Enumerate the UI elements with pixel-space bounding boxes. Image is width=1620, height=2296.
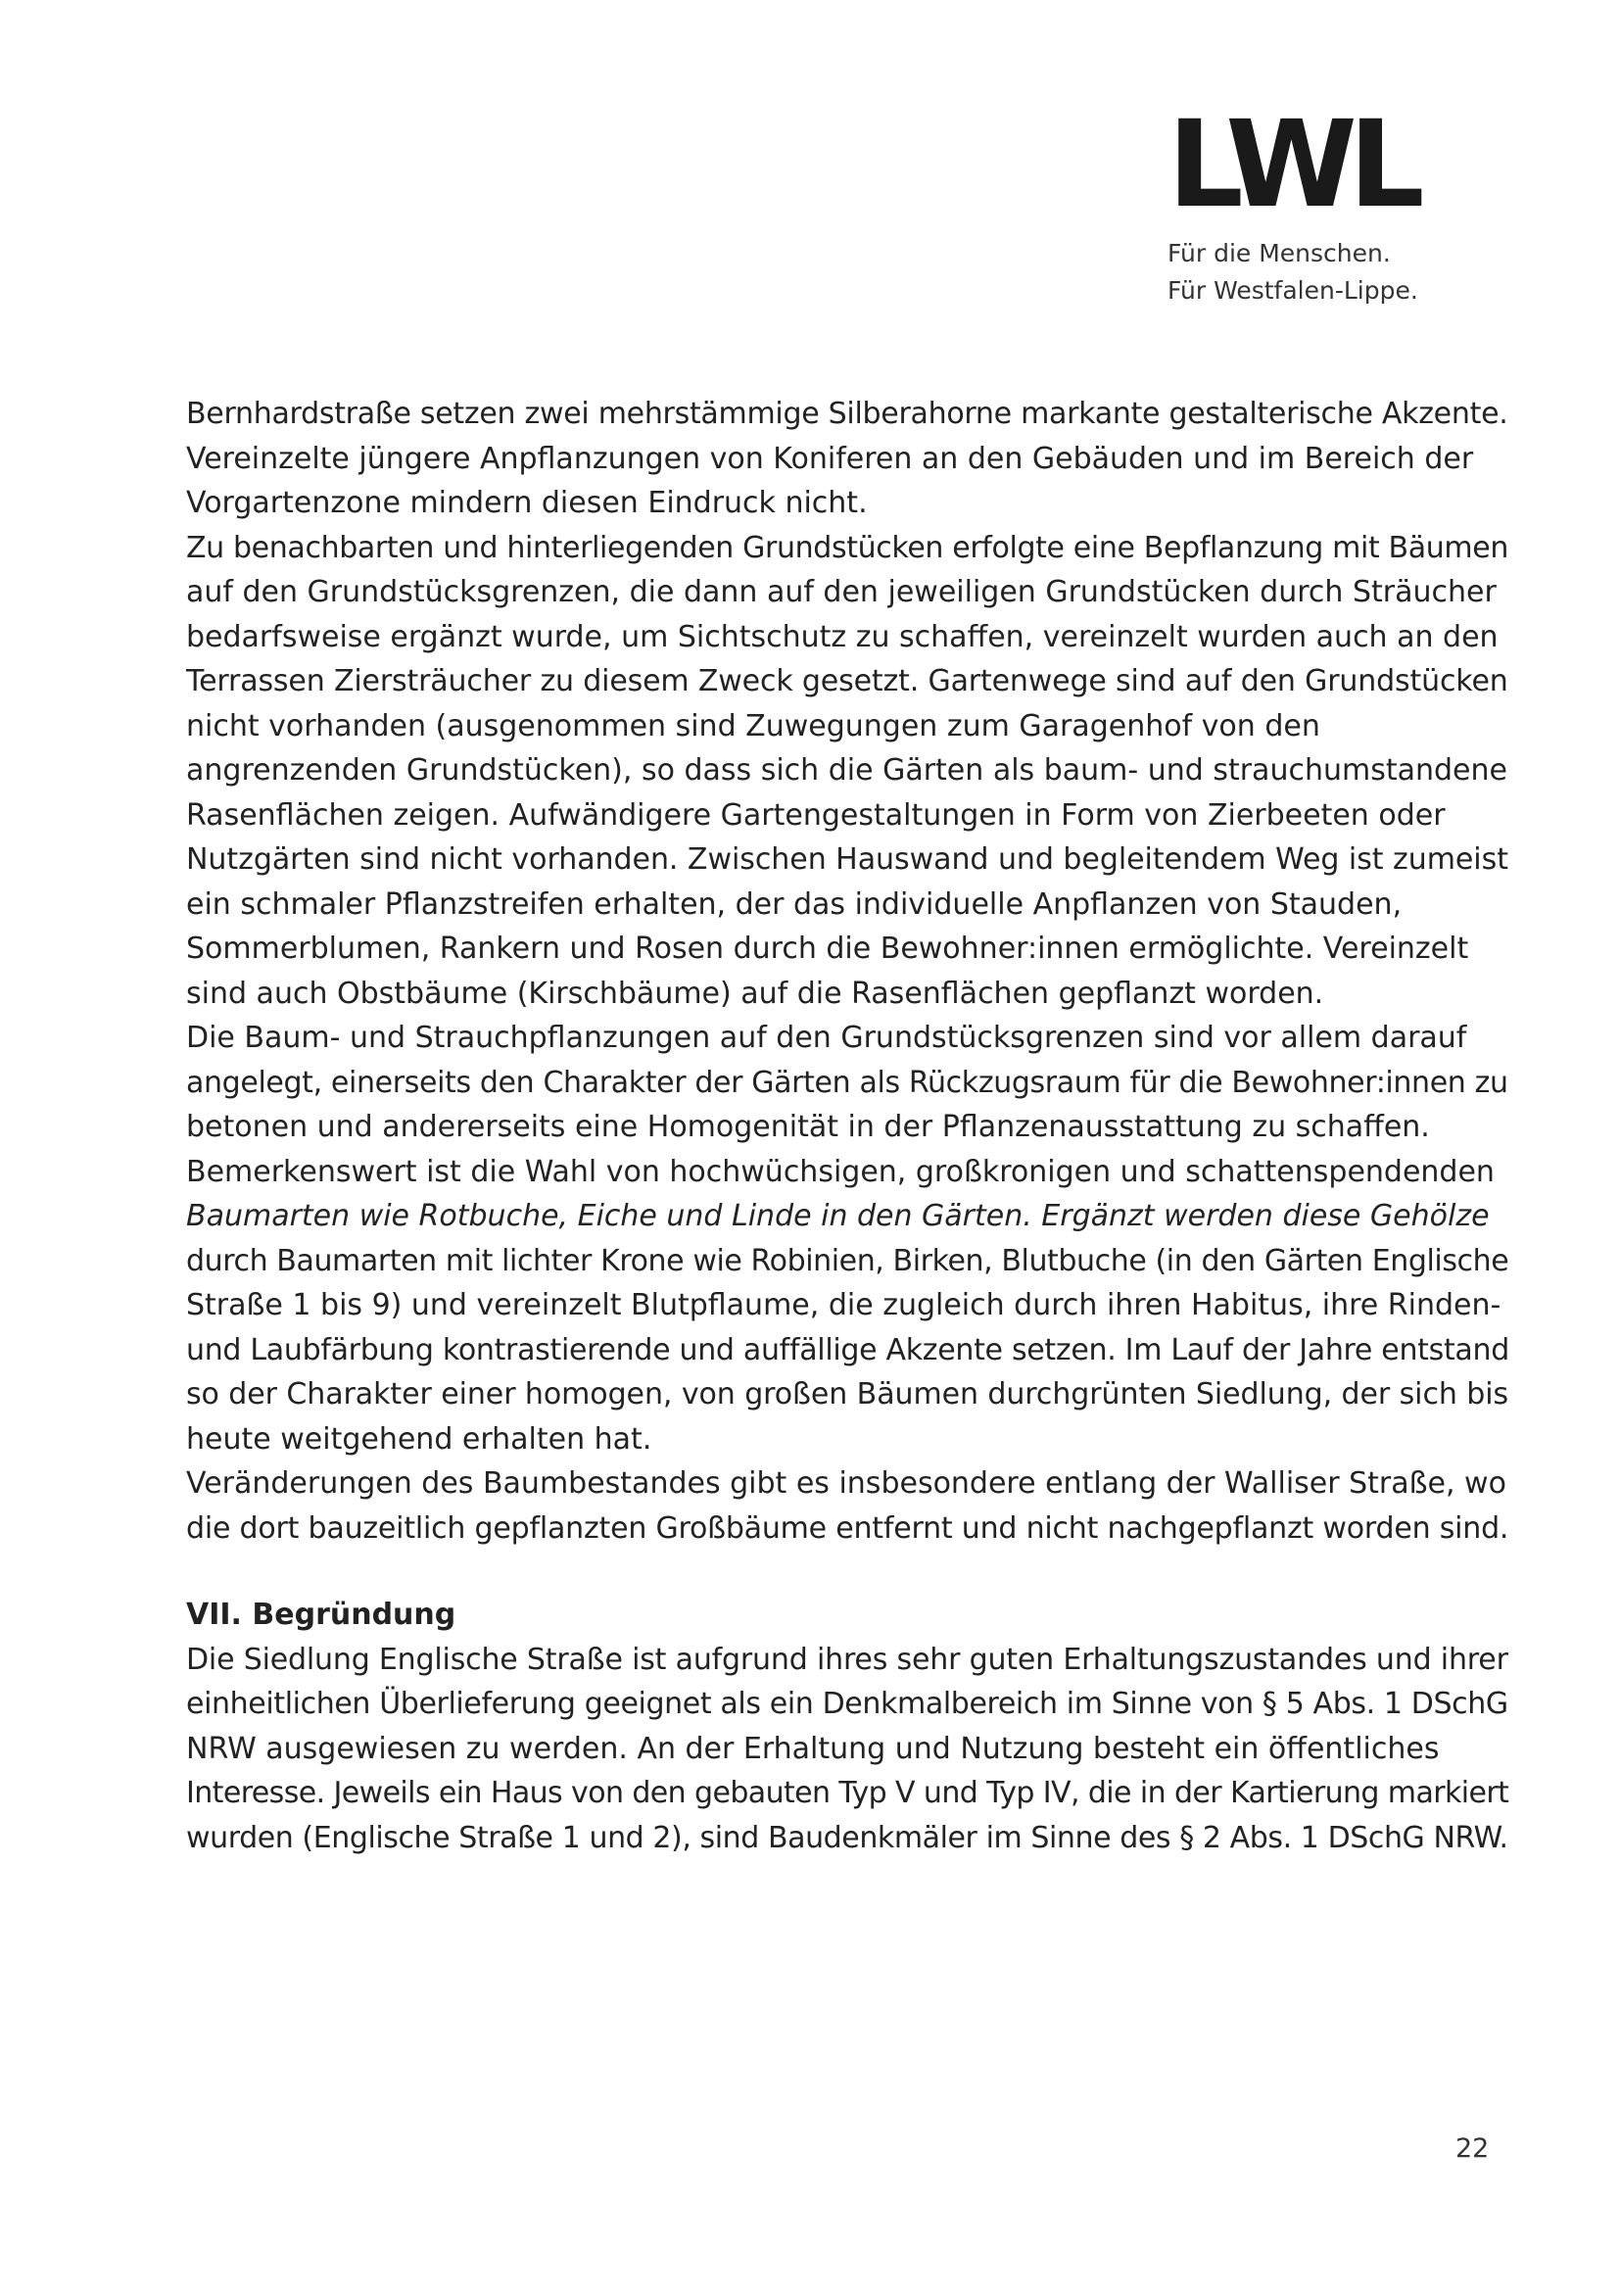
text-line: Die Siedlung Englische Straße ist aufgrund ihres sehr guten Erhaltungszustandes und ihrer	[186, 1642, 1508, 1677]
text-line: heute weitgehend erhalten hat.	[186, 1421, 652, 1457]
logo-tagline-line2: Für Westfalen-Lippe.	[1167, 276, 1418, 305]
garden-description	[186, 392, 1508, 1551]
text-line: einheitlichen Überlieferung geeignet als ein Denkmalbereich im Sinne von § 5 Abs. 1 DSchG	[186, 1687, 1508, 1721]
lwl-logo	[1167, 95, 1481, 310]
text-line: Veränderungen des Baumbestandes gibt es insbesondere entlang der Walliser Straße, wo	[186, 1466, 1506, 1501]
text-line: durch Baumarten mit lichter Krone wie Robinien, Birken, Blutbuche (in den Gärten Englische	[186, 1243, 1509, 1278]
text-line: wurden (Englische Straße 1 und 2), sind Baudenkmäler im Sinne des § 2 Abs. 1 DSchG NRW.	[186, 1820, 1508, 1855]
text-line: Bernhardstraße setzen zwei mehrstämmige Silberahorne markante gestalterische Akzente.	[186, 397, 1508, 431]
text-line: angelegt, einerseits den Charakter der Gärten als Rückzugsraum für die Bewohner:innen zu	[186, 1065, 1508, 1100]
text-line: Interesse. Jeweils ein Haus von den gebauten Typ V und Typ IV, die in der Kartierung markiert	[186, 1776, 1509, 1810]
text-line: Baumarten wie Rotbuche, Eiche und Linde in den Gärten. Ergänzt werden diese Gehölze	[186, 1199, 1490, 1233]
text-line: Vereinzelte jüngere Anpflanzungen von Koniferen an den Gebäuden und im Bereich der	[186, 441, 1474, 476]
text-line: und Laubfärbung kontrastierende und auffällige Akzente setzen. Im Lauf der Jahre entstand	[186, 1332, 1509, 1367]
document-body	[186, 392, 1508, 1860]
text-line: Rasenflächen zeigen. Aufwändigere Gartengestaltungen in Form von Zierbeeten oder	[186, 797, 1446, 833]
text-line: Vorgartenzone mindern diesen Eindruck nicht.	[186, 486, 868, 520]
text-line: nicht vorhanden (ausgenommen sind Zuwegungen zum Garagenhof von den	[186, 708, 1320, 743]
text-line: ein schmaler Pflanzstreifen erhalten, der das individuelle Anpflanzen von Stauden,	[186, 886, 1403, 922]
section-heading: VII. Begründung	[186, 1598, 456, 1632]
text-line: betonen und andererseits eine Homogenität in der Pflanzenausstattung zu schaffen.	[186, 1110, 1430, 1144]
text-line: Nutzgärten sind nicht vorhanden. Zwischen Hauswand und begleitendem Weg ist zumeist	[186, 842, 1508, 877]
page-number: 22	[1455, 2133, 1490, 2164]
text-line: Bemerkenswert ist die Wahl von hochwüchsigen, großkronigen und schattenspendenden	[186, 1154, 1495, 1189]
logo-tagline-line1: Für die Menschen.	[1167, 239, 1391, 267]
logo-wordmark: LWL	[1167, 95, 1416, 234]
text-line: Die Baum- und Strauchpflanzungen auf den Grundstücksgrenzen sind vor allem darauf	[186, 1021, 1467, 1055]
text-line: so der Charakter einer homogen, von großen Bäumen durchgrünten Siedlung, der sich bis	[186, 1377, 1509, 1411]
text-line: die dort bauzeitlich gepflanzten Großbäume entfernt und nicht nachgepflanzt worden sind.	[186, 1510, 1509, 1546]
text-line: Sommerblumen, Rankern und Rosen durch die Bewohner:innen ermöglichte. Vereinzelt	[186, 932, 1469, 966]
text-line: Terrassen Ziersträucher zu diesem Zweck gesetzt. Gartenwege sind auf den Grundstücken	[186, 664, 1508, 698]
text-line: Zu benachbarten und hinterliegenden Grundstücken erfolgte eine Bepflanzung mit Bäumen	[186, 530, 1509, 565]
text-line: bedarfsweise ergänzt wurde, um Sichtschutz zu schaffen, vereinzelt wurden auch an den	[186, 619, 1499, 654]
text-line: NRW ausgewiesen zu werden. An der Erhaltung und Nutzung besteht ein öffentliches	[186, 1731, 1440, 1766]
section-begruendung	[186, 1593, 1508, 1860]
text-line: sind auch Obstbäume (Kirschbäume) auf die Rasenflächen gepflanzt worden.	[186, 976, 1324, 1011]
text-line: auf den Grundstücksgrenzen, die dann auf den jeweiligen Grundstücken durch Sträucher	[186, 575, 1497, 609]
text-line: Straße 1 bis 9) und vereinzelt Blutpflaume, die zugleich durch ihren Habitus, ihre Rinden-	[186, 1288, 1501, 1322]
text-line: angrenzenden Grundstücken), so dass sich die Gärten als baum- und strauchumstandene	[186, 753, 1507, 788]
